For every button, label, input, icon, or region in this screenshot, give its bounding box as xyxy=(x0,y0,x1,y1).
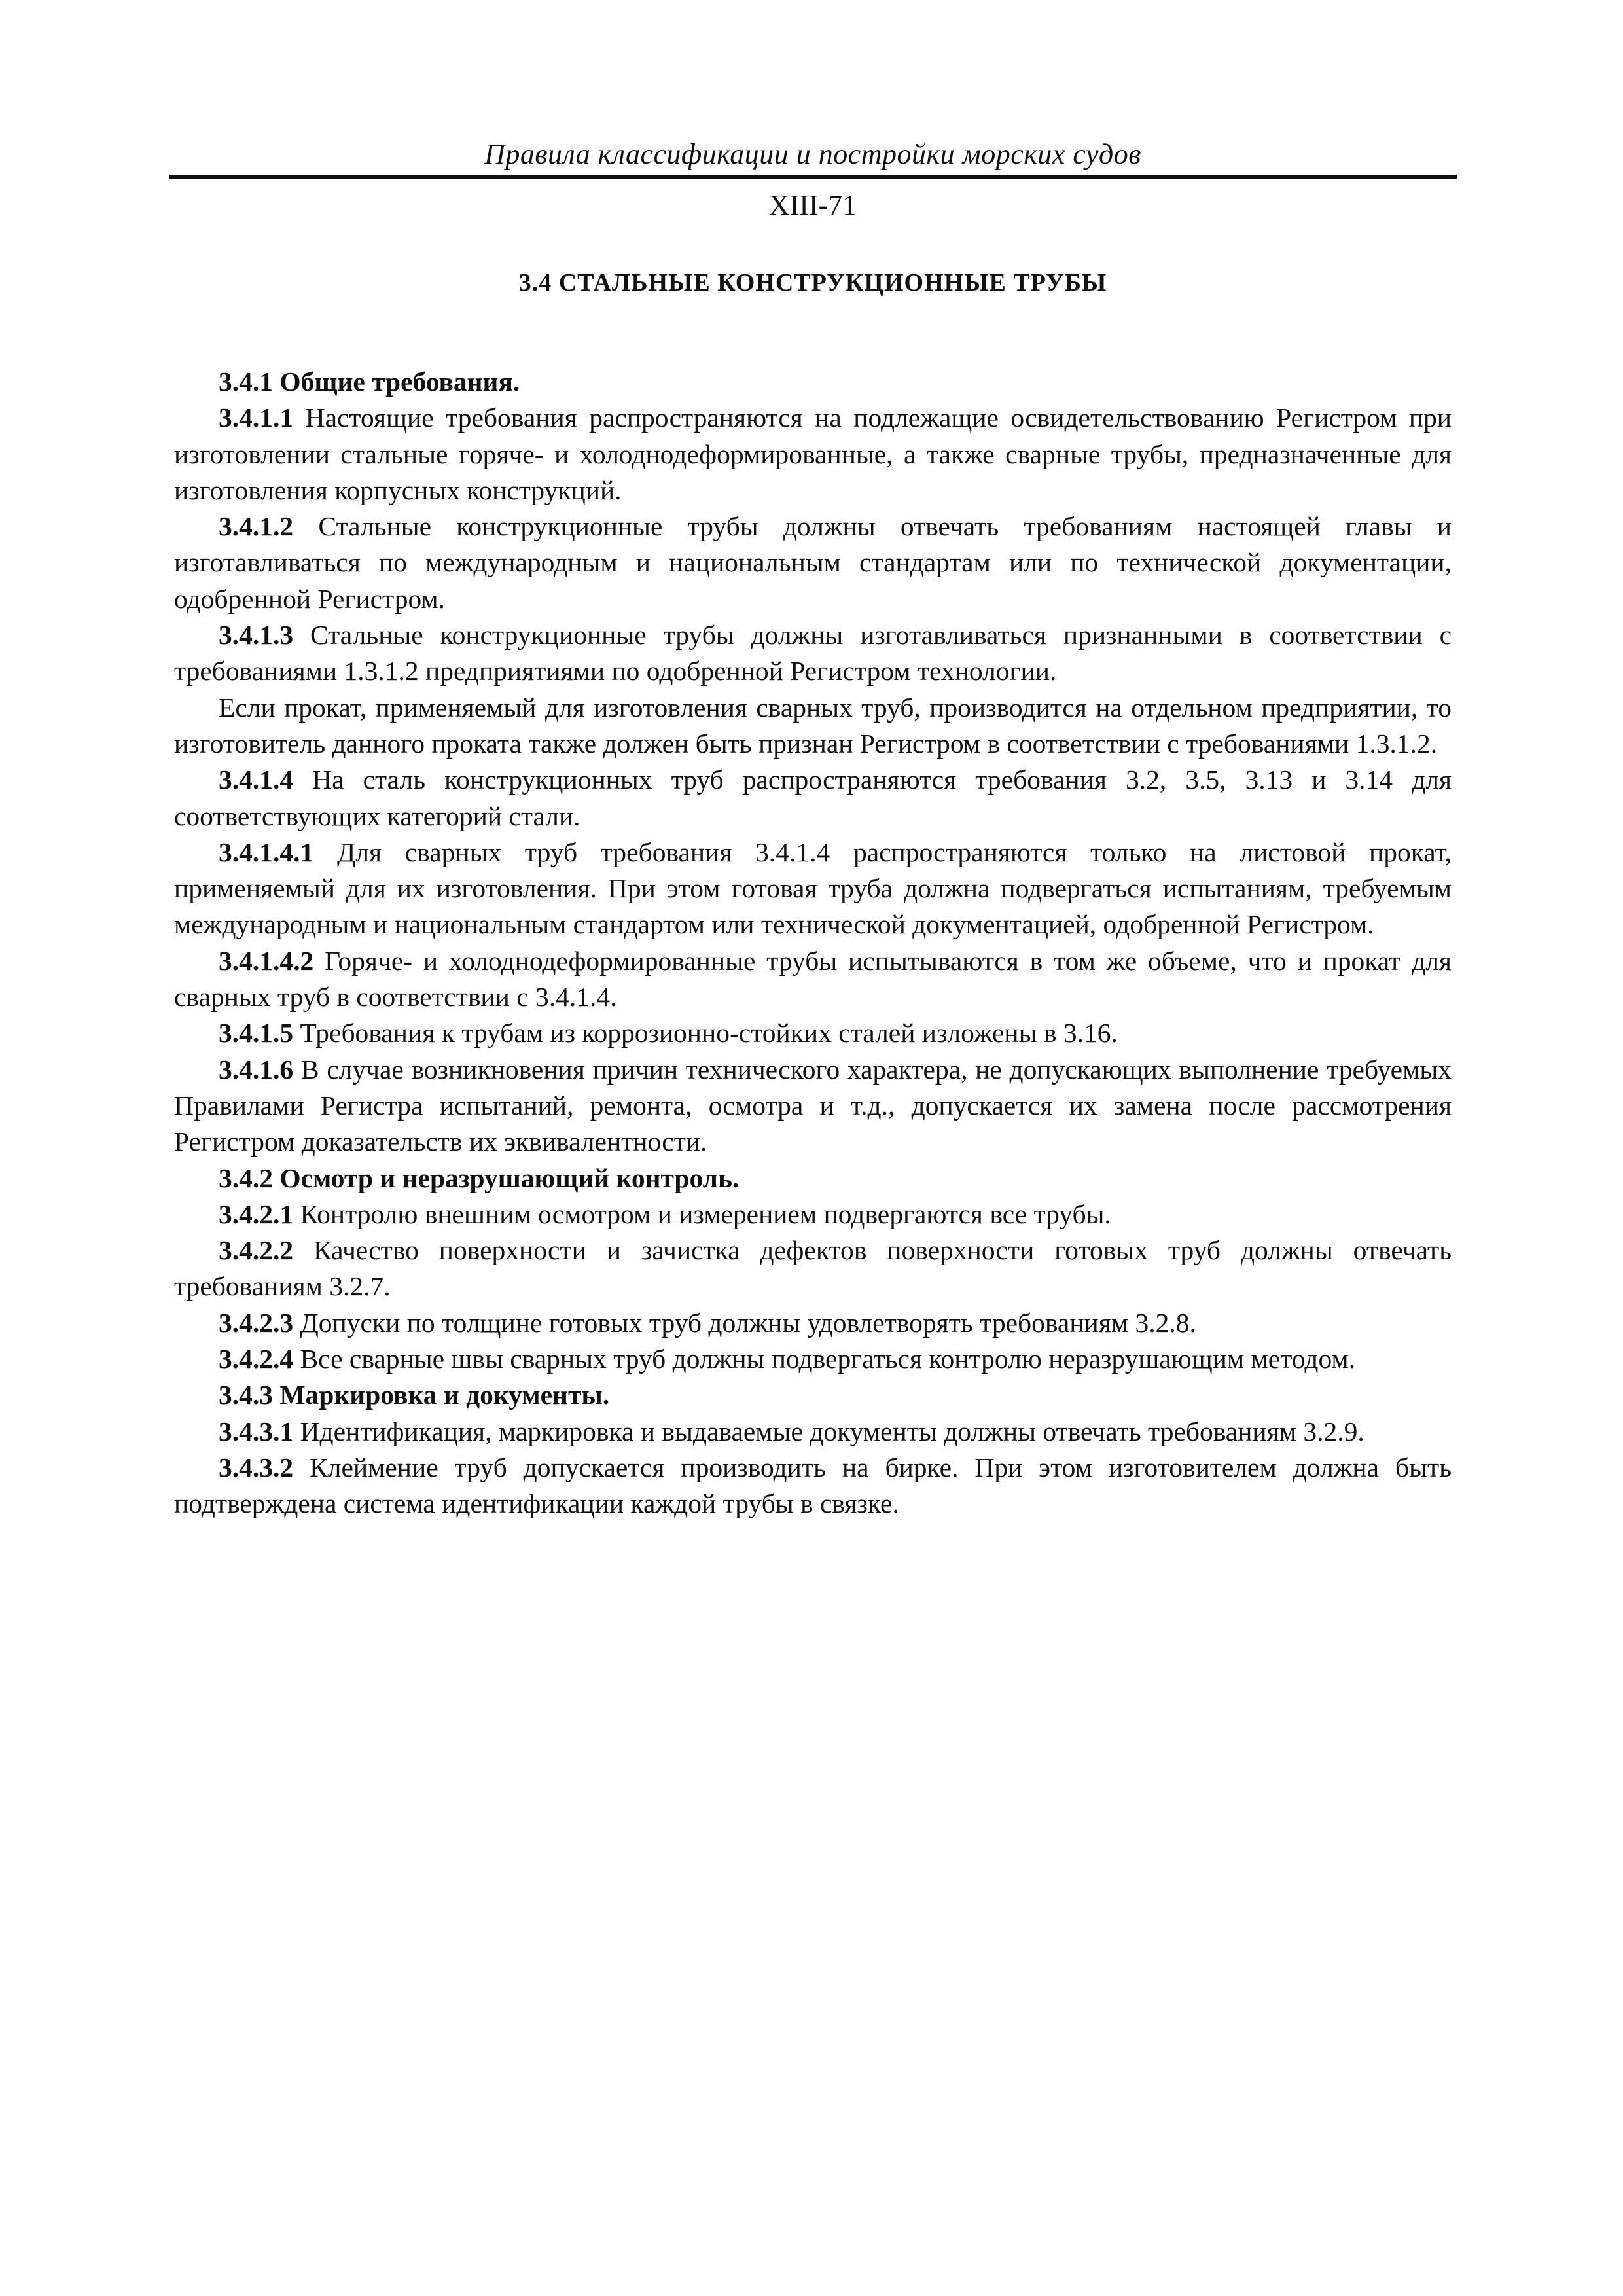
clause-number: 3.4.3.1 xyxy=(219,1416,294,1446)
subsection-heading xyxy=(174,364,1452,400)
clause-text: Стальные конструкционные трубы должны отвечать требованиям настоящей главы и изготавливаться по международным и национальным стандартам или по технической документации, одобренной Регистром. xyxy=(174,511,1452,614)
clause-paragraph xyxy=(174,1052,1452,1160)
subsection-title: Маркировка и документы. xyxy=(279,1380,610,1410)
clause-text: Стальные конструкционные трубы должны изготавливаться признанными в соответствии с требованиями 1.3.1.2 предприятиями по одобренной Регистром технологии. xyxy=(174,620,1452,687)
clause-text: Горяче- и холоднодеформированные трубы испытываются в том же объеме, что и прокат для сварных труб в соответствии с 3.4.1.4. xyxy=(174,945,1452,1013)
clause-number: 3.4.1.1 xyxy=(219,403,294,433)
clause-number: 3.4.1.4.2 xyxy=(219,945,314,976)
clause-paragraph xyxy=(174,762,1452,834)
clause-paragraph xyxy=(174,834,1452,943)
clause-number: 3.4.1.4.1 xyxy=(219,836,314,867)
clause-paragraph xyxy=(174,617,1452,690)
clause-paragraph xyxy=(174,509,1452,617)
clause-text: Если прокат, применяемый для изготовления сварных труб, производится на отдельном предприятии, то изготовитель данного проката также должен быть признан Регистром в соответствии с требованиями 1.3.1.2. xyxy=(174,692,1452,759)
clause-text: Идентификация, маркировка и выдаваемые документы должны отвечать требованиям 3.2.9. xyxy=(300,1416,1364,1446)
clause-text: Настоящие требования распространяются на подлежащие освидетельствованию Регистром при изготовлении стальные горяче- и холоднодеформированные, а также сварные трубы, предназначенные для изготовления корпусных конструкций. xyxy=(174,403,1452,505)
clause-number: 3.4.2 xyxy=(219,1162,273,1193)
clause-number: 3.4.2.4 xyxy=(219,1344,294,1374)
clause-paragraph xyxy=(174,1450,1452,1522)
clause-number: 3.4.1.4 xyxy=(219,764,294,795)
clause-number: 3.4.1.3 xyxy=(219,620,294,651)
clause-text: Клеймение труб допускается производить на бирке. При этом изготовителем должна быть подтверждена система идентификации каждой трубы в связке. xyxy=(174,1452,1452,1519)
header-rule xyxy=(169,175,1457,179)
clause-text: Допуски по толщине готовых труб должны удовлетворять требованиям 3.2.8. xyxy=(300,1307,1196,1338)
clause-number: 3.4.3 xyxy=(219,1380,273,1410)
clause-text: Требования к трубам из коррозионно-стойких сталей изложены в 3.16. xyxy=(300,1018,1118,1049)
clause-number: 3.4.1.6 xyxy=(219,1054,294,1085)
clause-text: Контролю внешним осмотром и измерением подвергаются все трубы. xyxy=(300,1198,1111,1229)
clause-number: 3.4.2.3 xyxy=(219,1307,294,1338)
clause-paragraph xyxy=(174,1305,1452,1341)
clause-paragraph xyxy=(174,1015,1452,1051)
running-header: Правила классификации и постройки морских судов xyxy=(484,138,1141,170)
clause-paragraph xyxy=(174,1341,1452,1377)
page-number: XIII-71 xyxy=(768,189,857,221)
subsection-title: Осмотр и неразрушающий контроль. xyxy=(279,1162,740,1193)
clause-number: 3.4.2.2 xyxy=(219,1235,294,1266)
clause-number: 3.4.3.2 xyxy=(219,1452,294,1482)
clause-text: На сталь конструкционных труб распространяются требования 3.2, 3.5, 3.13 и 3.14 для соответствующих категорий стали. xyxy=(174,764,1452,831)
clause-paragraph xyxy=(174,1196,1452,1232)
clause-number: 3.4.1.5 xyxy=(219,1018,294,1049)
subsection-heading xyxy=(174,1160,1452,1196)
clause-number: 3.4.2.1 xyxy=(219,1198,294,1229)
clause-paragraph xyxy=(174,690,1452,762)
subsection-heading xyxy=(174,1377,1452,1413)
clause-text: Все сварные швы сварных труб должны подвергаться контролю неразрушающим методом. xyxy=(300,1344,1356,1374)
clause-text: Качество поверхности и зачистка дефектов поверхности готовых труб должны отвечать требованиям 3.2.7. xyxy=(174,1235,1452,1302)
clause-paragraph xyxy=(174,1232,1452,1305)
clause-text: Для сварных труб требования 3.4.1.4 распространяются только на листовой прокат, применяемый для их изготовления. При этом готовая труба должна подвергаться испытаниям, требуемым международным и национальным стандартом или технической документацией, одобренной Регистром. xyxy=(174,836,1452,940)
clause-number: 3.4.1.2 xyxy=(219,511,294,542)
clause-paragraph xyxy=(174,943,1452,1016)
section-body xyxy=(174,364,1452,1522)
clause-text: В случае возникновения причин технического характера, не допускающих выполнение требуемых Правилами Регистра испытаний, ремонта, осмотра и т.д., допускается их замена после рассмотрения Регистром доказательств их эквивалентности. xyxy=(174,1054,1452,1157)
subsection-title: Общие требования. xyxy=(279,367,520,397)
clause-number: 3.4.1 xyxy=(219,367,273,397)
clause-paragraph xyxy=(174,400,1452,509)
clause-paragraph xyxy=(174,1414,1452,1450)
section-title: 3.4 СТАЛЬНЫЕ КОНСТРУКЦИОННЫЕ ТРУБЫ xyxy=(518,269,1107,296)
